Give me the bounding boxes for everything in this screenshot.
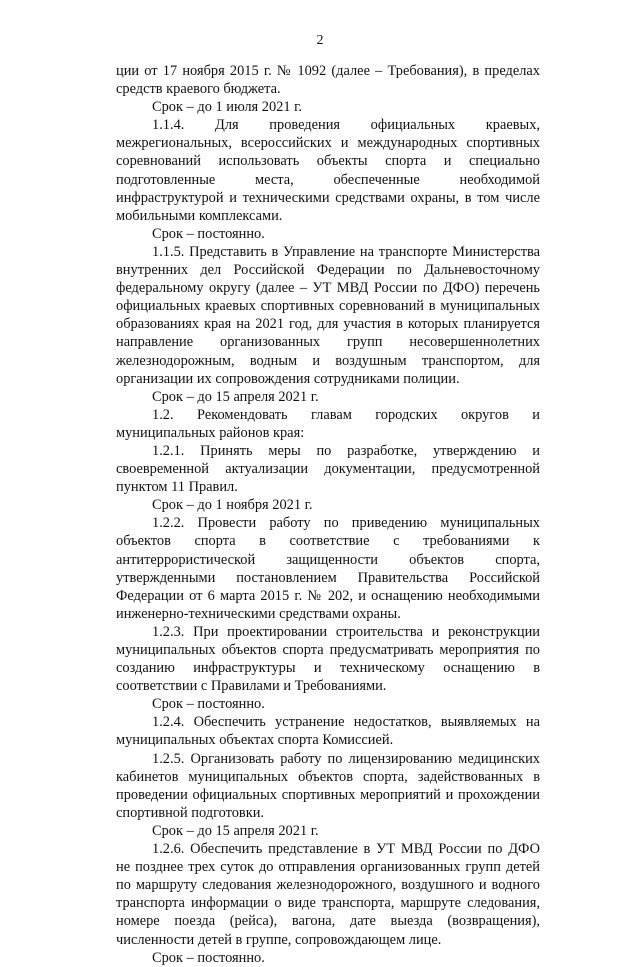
deadline-line: Срок – до 15 апреля 2021 г. bbox=[152, 822, 319, 839]
clause-1-2-1: 1.2.1. Принять меры по разработке, утверждению и своевременной актуализации документации, предусмотренной пунктом 11 Правил. bbox=[116, 442, 540, 496]
deadline-line: Срок – до 1 ноября 2021 г. bbox=[152, 497, 313, 514]
clause-1-2-4: 1.2.4. Обеспечить устранение недостатков, выявляемых на муниципальных объектах спорта Комиссией. bbox=[116, 714, 540, 749]
document-body bbox=[116, 62, 540, 967]
clause-1-1-4: 1.1.4. Для проведения официальных краевых, межрегиональных, всероссийских и международных спортивных соревнований использовать объекты спорта и специально подготовленные места, обеспеченные необходимой инфраструктурой и техническими средствами охраны, в том числе мобильными комплексами. bbox=[116, 117, 540, 224]
clause-1-2-2: 1.2.2. Провести работу по приведению муниципальных объектов спорта в соответствие с требованиями к антитеррористической защищенности объектов спорта, утвержденными постановлением Правительства Российской Федерации от 6 марта 2015 г. № 202, и оснащению необходимыми инженерно-техническими средствами охраны. bbox=[116, 515, 540, 622]
clause-1-2: 1.2. Рекомендовать главам городских округов и муниципальных районов края: bbox=[116, 406, 540, 441]
clause-1-2-5: 1.2.5. Организовать работу по лицензированию медицинских кабинетов муниципальных объектов спорта, задействованных в проведении официальных спортивных мероприятий и прохождении спортивной подготовки. bbox=[116, 750, 540, 821]
deadline-line: Срок – постоянно. bbox=[152, 225, 265, 242]
deadline-line: Срок – постоянно. bbox=[152, 949, 265, 966]
page-number: 2 bbox=[316, 33, 324, 48]
paragraph-continuation: ции от 17 ноября 2015 г. № 1092 (далее – Требования), в пределах средств краевого бюджета. bbox=[116, 63, 540, 98]
clause-1-2-6: 1.2.6. Обеспечить представление в УТ МВД России по ДФО не позднее трех суток до отправления организованных групп детей по маршруту следования железнодорожного, воздушного и водного транспорта информации о виде транспорта, маршруте следования, номере поезда (рейса), вагона, дате выезда (возвращения), численности детей в группе, сопровождающем лице. bbox=[116, 841, 540, 948]
clause-1-2-3: 1.2.3. При проектировании строительства и реконструкции муниципальных объектов спорта предусматривать мероприятия по созданию инфраструктуры и техническому оснащению в соответствии с Правилами и Требованиями. bbox=[116, 623, 540, 695]
deadline-line: Срок – до 15 апреля 2021 г. bbox=[152, 388, 319, 405]
clause-1-1-5: 1.1.5. Представить в Управление на транспорте Министерства внутренних дел Российской Федерации по Дальневосточному федеральному округу (далее – УТ МВД России по ДФО) перечень официальных краевых спортивных соревнований в муниципальных образованиях края на 2021 год, для участия в которых планируется направление организованных групп несовершеннолетних железнодорожным, водным и воздушным транспортом, для организации их сопровождения сотрудниками полиции. bbox=[116, 243, 540, 387]
deadline-line: Срок – до 1 июля 2021 г. bbox=[152, 99, 303, 116]
deadline-line: Срок – постоянно. bbox=[152, 696, 265, 713]
